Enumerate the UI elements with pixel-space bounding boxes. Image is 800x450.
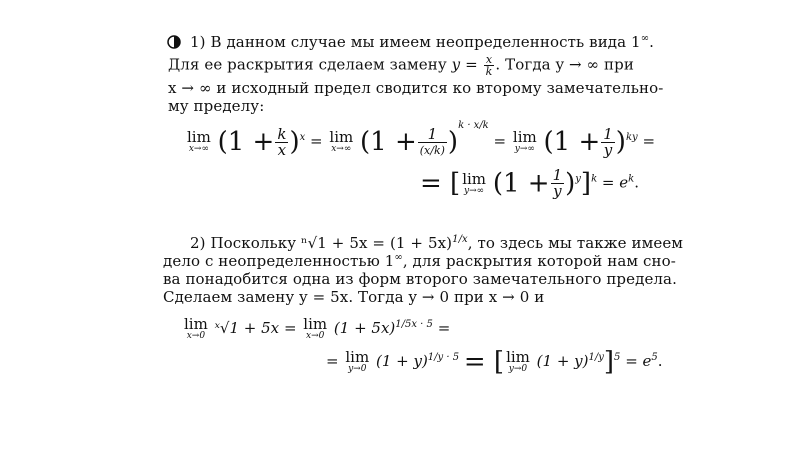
part1-line-3 bbox=[168, 79, 663, 97]
formula-4: = lim y→0 $(1 + y)^{1/y \cdot 5}$ = [ lim y→0 $(1 + y)^{1/y}]^5 = e^5$. bbox=[326, 347, 663, 377]
part1-line-1: 1) В данном случае мы имеем неопределенность вида 1∞. bbox=[190, 33, 654, 51]
formula-3: lim x→0 ˣ√1 + 5x = lim x→0 $(1 + 5x)^{1/5x \cdot 5}$ = bbox=[184, 315, 451, 341]
part2-line-4 bbox=[163, 288, 544, 306]
lim-4: lim y→∞ bbox=[462, 169, 487, 196]
part2-line-3 bbox=[163, 270, 677, 288]
part1-text-1: 1) В данном случае мы имеем неопределенность вида 1 bbox=[190, 33, 641, 51]
lim-7: lim y→0 bbox=[345, 348, 370, 374]
bullet-icon bbox=[167, 35, 181, 49]
part2-text-3: ва понадобится одна из форм второго замечательного предела. bbox=[163, 270, 677, 288]
formula-1: lim x→∞ (1 + $\frac{k}{x}$ )$^x$ = lim x→∞ (1 + $\frac{1}{(x/k)}$ )$^{k \cdot x/k}$ = lim y→∞ (1 + $\frac{1}{y}$ )$^{ky}$ = bbox=[187, 120, 656, 159]
lim-3: lim y→∞ bbox=[512, 128, 537, 154]
part2-text-2: дело с неопределенностью 1 bbox=[163, 252, 395, 270]
part2-line-2: дело с неопределенностью 1∞, для раскрытия которой нам сно- bbox=[163, 252, 676, 270]
lim-5: lim x→0 bbox=[184, 315, 208, 341]
part2-text-1: 2) Поскольку ⁿ√1 + 5x = (1 + 5x) bbox=[190, 234, 453, 252]
infinity-sup: ∞ bbox=[640, 33, 650, 44]
part1-line-4 bbox=[168, 97, 264, 115]
sub-frac: $\frac{x}{k}$ bbox=[485, 53, 493, 78]
part2-text-4: Сделаем замену y = 5x. Тогда y → 0 при x → 0 и bbox=[163, 288, 545, 306]
part1-line-2 bbox=[168, 54, 634, 77]
sub-tail: . Тогда y → ∞ при bbox=[495, 55, 634, 74]
lim-8: lim y→0 bbox=[506, 348, 530, 374]
sub-eq: y = bbox=[451, 55, 478, 74]
lim-1: lim x→∞ bbox=[187, 128, 211, 154]
part1-text-2: Для ее раскрытия сделаем замену bbox=[168, 55, 447, 74]
part2-line-1: 2) Поскольку $^n√1 + 5x = (1 + 5x)^{1/x}$, то здесь мы также имеем bbox=[190, 234, 684, 252]
part1-text-3: x → ∞ и исходный предел сводится ко второму замечательно- bbox=[168, 79, 664, 97]
part1-text-4: му пределу: bbox=[168, 97, 265, 115]
lim-2: lim x→∞ bbox=[329, 128, 354, 154]
formula-2: = [ lim y→∞ (1 + $\frac{1}{y}$ )$^y]^k = e^k$. bbox=[420, 166, 639, 200]
lim-6: lim x→0 bbox=[303, 315, 328, 341]
